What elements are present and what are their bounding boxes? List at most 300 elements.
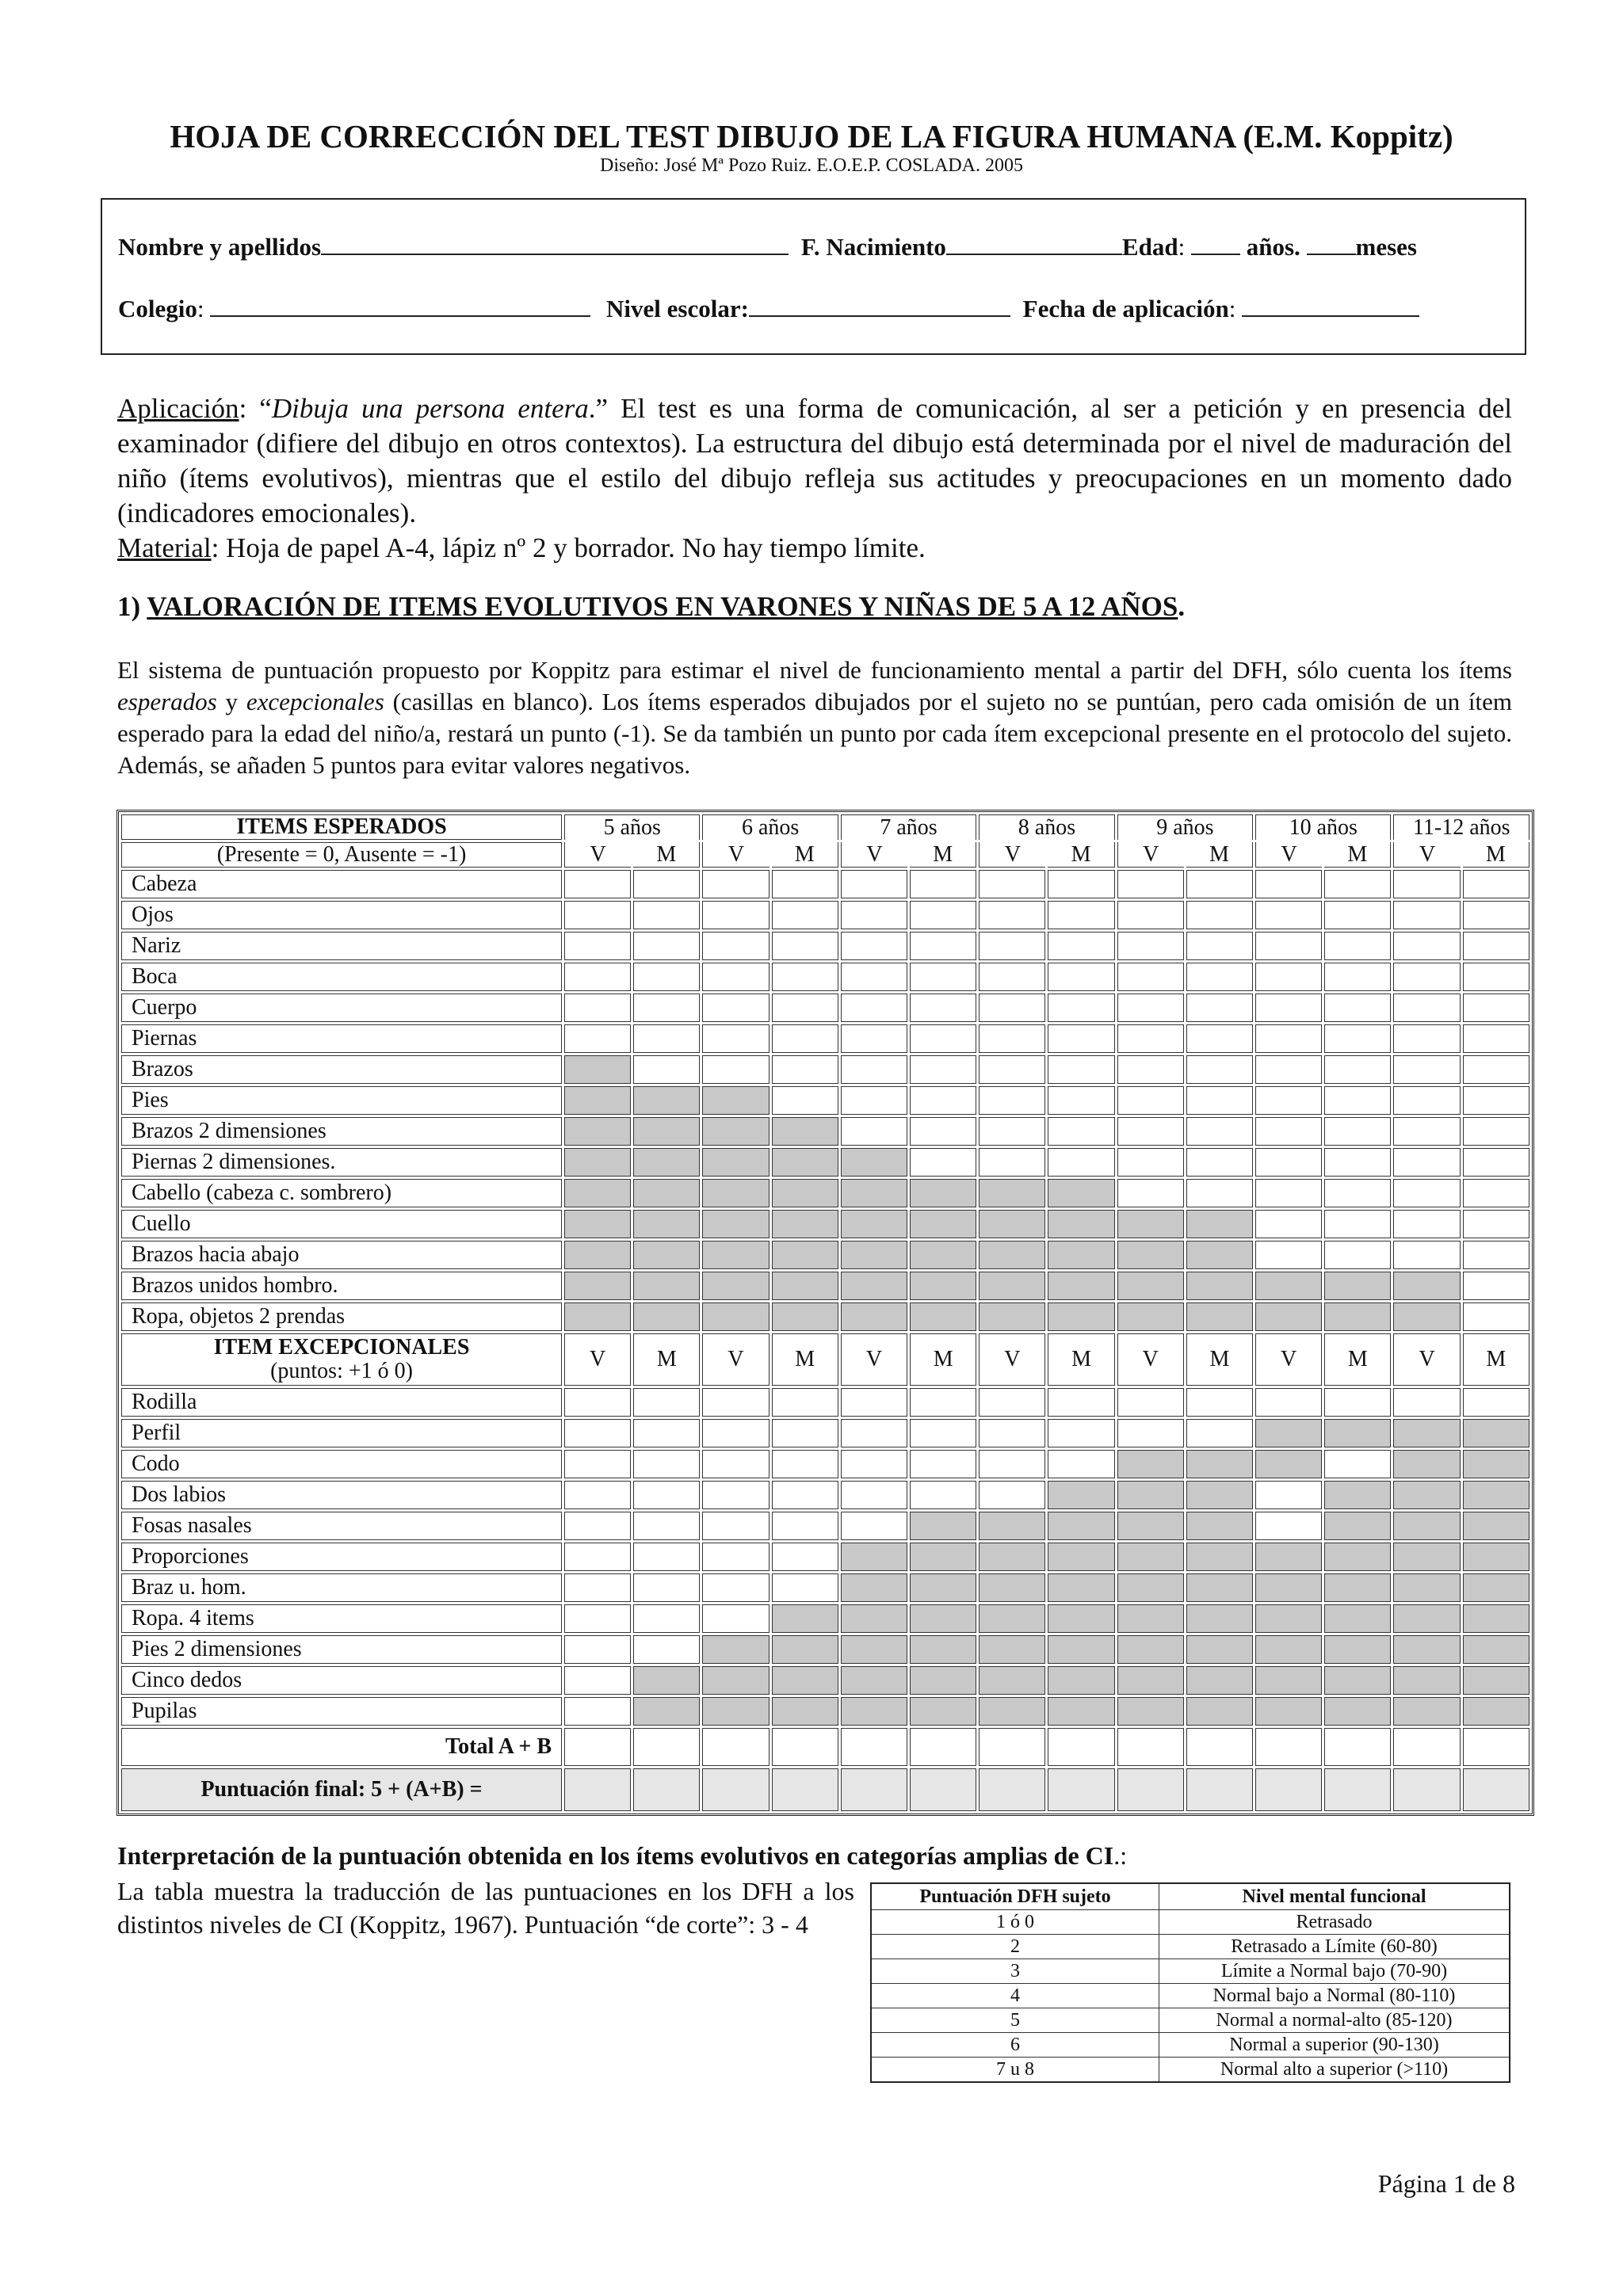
score-cell[interactable] xyxy=(1463,870,1529,898)
score-cell[interactable] xyxy=(841,1419,907,1447)
application-paragraph: Aplicación: “Dibuja una persona entera.” El test es una forma de comunicación, al ser a petición y en presencia del examinador (difiere del dibujo en otros contextos). La estructura del dibujo está determinada por el nivel de maduración del niño (ítems evolutivos), mientras que el estilo del dibujo refleja sus actitudes y preocupaciones en un momento dado (indicadores emocionales). Material: Hoja de papel A-4, lápiz nº 2 y borrador. No hay tiempo límite. xyxy=(117,393,1512,563)
score-cell[interactable] xyxy=(1255,1210,1322,1238)
score-cell[interactable] xyxy=(979,994,1045,1022)
score-cell[interactable] xyxy=(1463,1148,1529,1177)
score-cell[interactable] xyxy=(1463,1241,1529,1269)
score-cell[interactable] xyxy=(633,1419,700,1447)
application-text: El test es una forma de comunicación, al ser a petición y en presencia del examinador (difiere del dibujo en otros contextos). La estructura del dibujo está determinada por el nivel de maduración del niño (ítems evolutivos), mientras que el estilo del dibujo refleja sus actitudes y preocupaciones en un momento dado (indicadores emocionales). xyxy=(117,393,1512,528)
score-cell[interactable] xyxy=(772,963,838,991)
score-cell[interactable] xyxy=(702,1450,769,1478)
final-cell[interactable] xyxy=(1117,1768,1184,1811)
score-cell[interactable] xyxy=(979,1117,1045,1146)
score-cell[interactable] xyxy=(1393,1117,1460,1146)
score-cell[interactable] xyxy=(633,870,700,898)
score-cell[interactable] xyxy=(1255,1179,1322,1207)
score-cell[interactable] xyxy=(910,1419,976,1447)
score-cell[interactable] xyxy=(1324,901,1391,929)
score-cell[interactable] xyxy=(702,1388,769,1417)
score-cell[interactable] xyxy=(910,1117,976,1146)
score-cell[interactable] xyxy=(979,1148,1045,1177)
score-cell[interactable] xyxy=(841,1481,907,1509)
score-cell[interactable] xyxy=(772,1086,838,1115)
score-cell[interactable] xyxy=(702,1419,769,1447)
score-cell[interactable] xyxy=(1255,1481,1322,1509)
score-cell[interactable] xyxy=(1117,1024,1184,1053)
score-cell[interactable] xyxy=(1117,1148,1184,1177)
score-cell[interactable] xyxy=(979,901,1045,929)
final-cell[interactable] xyxy=(841,1768,907,1811)
expected-row xyxy=(121,901,1529,929)
score-cell xyxy=(1048,1241,1114,1269)
score-cell[interactable] xyxy=(633,1512,700,1540)
age-header: 8 años xyxy=(979,814,1114,840)
total-cell[interactable] xyxy=(1186,1728,1253,1766)
score-cell[interactable] xyxy=(1393,870,1460,898)
score-cell[interactable] xyxy=(772,1573,838,1602)
score-cell[interactable] xyxy=(1324,963,1391,991)
score-cell[interactable] xyxy=(841,1388,907,1417)
name-label: Nombre y apellidos xyxy=(118,233,322,261)
total-cell[interactable] xyxy=(1117,1728,1184,1766)
score-cell[interactable] xyxy=(910,1055,976,1084)
score-cell[interactable] xyxy=(772,901,838,929)
total-cell[interactable] xyxy=(1255,1728,1322,1766)
score-cell[interactable] xyxy=(1117,1117,1184,1146)
score-cell xyxy=(1186,1241,1253,1269)
score-cell[interactable] xyxy=(1048,1148,1114,1177)
score-cell[interactable] xyxy=(633,932,700,960)
score-cell xyxy=(1186,1604,1253,1633)
score-cell[interactable] xyxy=(702,1512,769,1540)
score-cell[interactable] xyxy=(1048,1117,1114,1146)
score-cell[interactable] xyxy=(979,1086,1045,1115)
score-cell[interactable] xyxy=(979,932,1045,960)
level-field[interactable] xyxy=(749,295,1010,317)
birth-field[interactable] xyxy=(946,233,1122,255)
score-cell[interactable] xyxy=(1117,1086,1184,1115)
score-cell[interactable] xyxy=(1186,1055,1253,1084)
score-cell[interactable] xyxy=(1255,1055,1322,1084)
score-cell[interactable] xyxy=(1393,1179,1460,1207)
score-cell[interactable] xyxy=(702,1481,769,1509)
score-cell[interactable] xyxy=(633,1604,700,1633)
score-cell[interactable] xyxy=(1393,1210,1460,1238)
score-cell[interactable] xyxy=(564,1024,631,1053)
score-cell xyxy=(633,1210,700,1238)
score-cell[interactable] xyxy=(702,870,769,898)
score-cell[interactable] xyxy=(910,994,976,1022)
score-cell[interactable] xyxy=(633,901,700,929)
score-cell[interactable] xyxy=(1255,963,1322,991)
final-cell[interactable] xyxy=(1186,1768,1253,1811)
score-cell[interactable] xyxy=(1463,901,1529,929)
score-cell[interactable] xyxy=(1463,1086,1529,1115)
total-cell[interactable] xyxy=(772,1728,838,1766)
score-cell[interactable] xyxy=(1463,1302,1529,1331)
score-cell[interactable] xyxy=(772,1055,838,1084)
score-cell[interactable] xyxy=(633,963,700,991)
score-cell[interactable] xyxy=(1186,932,1253,960)
score-cell[interactable] xyxy=(1048,994,1114,1022)
score-cell[interactable] xyxy=(633,1543,700,1571)
score-cell xyxy=(702,1179,769,1207)
expected-item-label: Ojos xyxy=(121,901,562,929)
score-cell[interactable] xyxy=(772,870,838,898)
total-cell[interactable] xyxy=(1324,1728,1391,1766)
score-cell[interactable] xyxy=(1186,1419,1253,1447)
sex-header: M xyxy=(1048,842,1114,868)
expected-row xyxy=(121,1272,1529,1300)
expected-row xyxy=(121,1055,1529,1084)
score-cell[interactable] xyxy=(564,1635,631,1664)
score-cell[interactable] xyxy=(1393,994,1460,1022)
score-cell[interactable] xyxy=(564,901,631,929)
score-cell[interactable] xyxy=(633,994,700,1022)
score-cell[interactable] xyxy=(564,1450,631,1478)
score-cell[interactable] xyxy=(979,1388,1045,1417)
score-cell xyxy=(702,1086,769,1115)
score-cell[interactable] xyxy=(841,932,907,960)
total-cell[interactable] xyxy=(979,1728,1045,1766)
score-cell[interactable] xyxy=(1186,994,1253,1022)
score-cell[interactable] xyxy=(702,1055,769,1084)
score-cell xyxy=(702,1272,769,1300)
score-cell[interactable] xyxy=(1048,1024,1114,1053)
score-cell[interactable] xyxy=(1393,1086,1460,1115)
score-cell[interactable] xyxy=(564,932,631,960)
score-cell[interactable] xyxy=(564,1573,631,1602)
score-cell[interactable] xyxy=(1324,1117,1391,1146)
grid-subheader-row xyxy=(121,842,1529,868)
score-cell[interactable] xyxy=(1186,1024,1253,1053)
score-cell[interactable] xyxy=(702,1604,769,1633)
sex-header: M xyxy=(633,842,700,868)
total-cell[interactable] xyxy=(702,1728,769,1766)
score-cell xyxy=(1117,1543,1184,1571)
score-cell[interactable] xyxy=(1324,1241,1391,1269)
score-cell[interactable] xyxy=(1117,963,1184,991)
score-cell[interactable] xyxy=(1393,1055,1460,1084)
expected-row xyxy=(121,1086,1529,1115)
page-title: HOJA DE CORRECCIÓN DEL TEST DIBUJO DE LA FIGURA HUMANA (E.M. Koppitz) xyxy=(170,118,1453,154)
score-cell[interactable] xyxy=(564,994,631,1022)
score-cell[interactable] xyxy=(841,870,907,898)
score-cell[interactable] xyxy=(772,1024,838,1053)
score-cell[interactable] xyxy=(1324,1210,1391,1238)
score-cell[interactable] xyxy=(1117,1055,1184,1084)
score-cell[interactable] xyxy=(910,1388,976,1417)
age-years-field[interactable] xyxy=(1191,233,1240,255)
score-cell[interactable] xyxy=(1186,963,1253,991)
sex-header: V xyxy=(1255,842,1322,868)
score-cell[interactable] xyxy=(1324,994,1391,1022)
score-cell[interactable] xyxy=(1186,1117,1253,1146)
score-cell[interactable] xyxy=(841,1450,907,1478)
score-cell[interactable] xyxy=(772,1388,838,1417)
score-cell xyxy=(1393,1302,1460,1331)
score-cell[interactable] xyxy=(1186,1388,1253,1417)
score-cell[interactable] xyxy=(1255,994,1322,1022)
section-1-heading xyxy=(117,591,1185,623)
score-cell[interactable] xyxy=(1117,1388,1184,1417)
score-cell[interactable] xyxy=(1463,932,1529,960)
score-cell xyxy=(1463,1543,1529,1571)
score-cell[interactable] xyxy=(979,1419,1045,1447)
score-cell[interactable] xyxy=(1048,1388,1114,1417)
final-cell[interactable] xyxy=(564,1768,631,1811)
score-cell[interactable] xyxy=(1186,1179,1253,1207)
score-cell[interactable] xyxy=(841,1086,907,1115)
age-months-field[interactable] xyxy=(1307,233,1356,255)
school-field[interactable] xyxy=(210,295,590,317)
score-cell[interactable] xyxy=(564,1697,631,1726)
score-cell[interactable] xyxy=(841,994,907,1022)
score-cell xyxy=(1117,1210,1184,1238)
iq-row xyxy=(871,1984,1510,2008)
score-cell[interactable] xyxy=(1393,1388,1460,1417)
score-cell[interactable] xyxy=(1117,870,1184,898)
score-cell[interactable] xyxy=(633,1055,700,1084)
score-cell[interactable] xyxy=(1324,1148,1391,1177)
score-cell[interactable] xyxy=(841,1512,907,1540)
score-cell xyxy=(1048,1604,1114,1633)
score-cell xyxy=(1117,1666,1184,1695)
score-cell[interactable] xyxy=(1393,1024,1460,1053)
score-cell[interactable] xyxy=(841,1024,907,1053)
score-cell[interactable] xyxy=(772,1481,838,1509)
score-cell[interactable] xyxy=(910,870,976,898)
score-cell[interactable] xyxy=(564,1481,631,1509)
score-cell xyxy=(633,1241,700,1269)
score-cell[interactable] xyxy=(979,1481,1045,1509)
date-field[interactable] xyxy=(1242,295,1419,317)
score-cell[interactable] xyxy=(1463,994,1529,1022)
expected-row xyxy=(121,994,1529,1022)
score-cell[interactable] xyxy=(1393,1241,1460,1269)
score-cell[interactable] xyxy=(633,1450,700,1478)
score-cell[interactable] xyxy=(1463,1388,1529,1417)
score-cell[interactable] xyxy=(910,1024,976,1053)
score-cell[interactable] xyxy=(910,1086,976,1115)
identification-box xyxy=(101,198,1526,355)
score-cell[interactable] xyxy=(841,1055,907,1084)
final-cell[interactable] xyxy=(772,1768,838,1811)
score-cell[interactable] xyxy=(1324,932,1391,960)
score-cell[interactable] xyxy=(1393,1148,1460,1177)
score-cell[interactable] xyxy=(772,994,838,1022)
score-cell[interactable] xyxy=(1324,1450,1391,1478)
score-cell[interactable] xyxy=(564,1666,631,1695)
sex-header: M xyxy=(1048,1333,1114,1386)
score-cell[interactable] xyxy=(1324,1086,1391,1115)
score-cell[interactable] xyxy=(910,963,976,991)
score-cell[interactable] xyxy=(1324,1024,1391,1053)
score-cell[interactable] xyxy=(633,1024,700,1053)
score-cell[interactable] xyxy=(1048,1450,1114,1478)
score-cell[interactable] xyxy=(910,1148,976,1177)
score-cell[interactable] xyxy=(702,1573,769,1602)
score-cell[interactable] xyxy=(564,1512,631,1540)
score-cell[interactable] xyxy=(702,901,769,929)
score-cell[interactable] xyxy=(1324,1179,1391,1207)
score-cell[interactable] xyxy=(1324,870,1391,898)
final-cell[interactable] xyxy=(1048,1768,1114,1811)
score-cell xyxy=(1463,1604,1529,1633)
final-cell[interactable] xyxy=(1393,1768,1460,1811)
score-cell[interactable] xyxy=(979,870,1045,898)
score-cell xyxy=(1463,1481,1529,1509)
score-cell xyxy=(702,1635,769,1664)
total-cell[interactable] xyxy=(633,1728,700,1766)
total-cell[interactable] xyxy=(910,1728,976,1766)
score-cell[interactable] xyxy=(1048,1086,1114,1115)
score-cell xyxy=(979,1241,1045,1269)
total-cell[interactable] xyxy=(1048,1728,1114,1766)
score-cell[interactable] xyxy=(1186,901,1253,929)
score-cell xyxy=(1463,1450,1529,1478)
score-cell[interactable] xyxy=(702,1024,769,1053)
score-cell[interactable] xyxy=(772,1419,838,1447)
score-cell[interactable] xyxy=(1255,1148,1322,1177)
score-cell[interactable] xyxy=(1255,1388,1322,1417)
score-cell[interactable] xyxy=(910,1450,976,1478)
score-cell[interactable] xyxy=(702,994,769,1022)
score-cell[interactable] xyxy=(633,1481,700,1509)
score-cell[interactable] xyxy=(1463,1024,1529,1053)
score-cell[interactable] xyxy=(702,963,769,991)
score-cell[interactable] xyxy=(1117,994,1184,1022)
score-cell[interactable] xyxy=(1255,1024,1322,1053)
score-cell[interactable] xyxy=(1186,1086,1253,1115)
score-cell[interactable] xyxy=(1393,963,1460,991)
score-cell[interactable] xyxy=(1393,901,1460,929)
score-cell xyxy=(564,1272,631,1300)
score-cell[interactable] xyxy=(1255,1086,1322,1115)
score-cell[interactable] xyxy=(772,932,838,960)
exceptional-row xyxy=(121,1666,1529,1695)
score-cell[interactable] xyxy=(633,1635,700,1664)
score-cell[interactable] xyxy=(1117,1419,1184,1447)
score-cell[interactable] xyxy=(979,1055,1045,1084)
score-cell[interactable] xyxy=(1048,1055,1114,1084)
score-cell[interactable] xyxy=(772,1543,838,1571)
score-cell[interactable] xyxy=(1463,1179,1529,1207)
age-label: Edad xyxy=(1121,233,1178,261)
score-cell[interactable] xyxy=(702,1543,769,1571)
score-cell[interactable] xyxy=(979,1450,1045,1478)
score-cell[interactable] xyxy=(1324,1055,1391,1084)
final-cell[interactable] xyxy=(1324,1768,1391,1811)
score-cell[interactable] xyxy=(1255,1512,1322,1540)
total-cell[interactable] xyxy=(564,1728,631,1766)
score-cell[interactable] xyxy=(564,870,631,898)
score-cell[interactable] xyxy=(1324,1388,1391,1417)
name-field[interactable] xyxy=(321,233,789,255)
iq-row xyxy=(871,1959,1510,1984)
score-cell xyxy=(1255,1272,1322,1300)
sex-header: V xyxy=(979,1333,1045,1386)
scoring-em-exceptional: excepcionales xyxy=(246,688,384,715)
total-cell[interactable] xyxy=(1463,1728,1529,1766)
score-cell[interactable] xyxy=(1048,932,1114,960)
exceptional-item-label: Perfil xyxy=(121,1419,562,1447)
score-cell xyxy=(564,1210,631,1238)
expected-item-label: Pies xyxy=(121,1086,562,1115)
final-cell[interactable] xyxy=(1255,1768,1322,1811)
score-cell[interactable] xyxy=(1186,1148,1253,1177)
score-cell[interactable] xyxy=(841,1117,907,1146)
score-cell[interactable] xyxy=(1048,901,1114,929)
score-cell xyxy=(772,1635,838,1664)
score-cell[interactable] xyxy=(1048,870,1114,898)
expected-subheader: (Presente = 0, Ausente = -1) xyxy=(121,842,562,868)
score-cell[interactable] xyxy=(564,1419,631,1447)
score-cell[interactable] xyxy=(910,901,976,929)
score-cell[interactable] xyxy=(841,901,907,929)
score-cell[interactable] xyxy=(633,1573,700,1602)
score-cell[interactable] xyxy=(1117,1179,1184,1207)
total-cell[interactable] xyxy=(841,1728,907,1766)
final-cell[interactable] xyxy=(910,1768,976,1811)
score-cell[interactable] xyxy=(910,1481,976,1509)
score-cell[interactable] xyxy=(1463,1117,1529,1146)
score-cell[interactable] xyxy=(1117,901,1184,929)
final-cell[interactable] xyxy=(1463,1768,1529,1811)
score-cell[interactable] xyxy=(564,963,631,991)
sex-header: V xyxy=(1117,842,1184,868)
score-cell[interactable] xyxy=(1255,1117,1322,1146)
score-cell[interactable] xyxy=(1255,870,1322,898)
score-cell[interactable] xyxy=(1393,932,1460,960)
score-cell[interactable] xyxy=(702,932,769,960)
exceptional-header-title: ITEM EXCEPCIONALES xyxy=(213,1335,470,1360)
score-cell[interactable] xyxy=(1117,932,1184,960)
score-cell xyxy=(564,1302,631,1331)
score-cell xyxy=(1048,1635,1114,1664)
score-cell[interactable] xyxy=(910,932,976,960)
score-cell xyxy=(979,1604,1045,1633)
score-cell[interactable] xyxy=(1255,901,1322,929)
sex-header: M xyxy=(772,1333,838,1386)
score-cell[interactable] xyxy=(979,1024,1045,1053)
score-cell xyxy=(772,1697,838,1726)
score-cell xyxy=(1186,1450,1253,1478)
score-cell[interactable] xyxy=(1463,1210,1529,1238)
final-cell[interactable] xyxy=(979,1768,1045,1811)
score-cell[interactable] xyxy=(1463,963,1529,991)
score-cell[interactable] xyxy=(564,1604,631,1633)
score-cell[interactable] xyxy=(772,1512,838,1540)
score-cell[interactable] xyxy=(1255,932,1322,960)
score-cell[interactable] xyxy=(1048,1419,1114,1447)
score-cell[interactable] xyxy=(1255,1241,1322,1269)
score-cell[interactable] xyxy=(1048,963,1114,991)
score-cell[interactable] xyxy=(564,1388,631,1417)
score-cell[interactable] xyxy=(979,963,1045,991)
total-cell[interactable] xyxy=(1393,1728,1460,1766)
score-cell[interactable] xyxy=(633,1388,700,1417)
final-cell[interactable] xyxy=(633,1768,700,1811)
score-cell[interactable] xyxy=(841,963,907,991)
score-cell[interactable] xyxy=(772,1450,838,1478)
expected-item-label: Brazos hacia abajo xyxy=(121,1241,562,1269)
exceptional-row xyxy=(121,1697,1529,1726)
score-cell[interactable] xyxy=(1463,1272,1529,1300)
score-cell[interactable] xyxy=(1186,870,1253,898)
final-cell[interactable] xyxy=(702,1768,769,1811)
score-cell[interactable] xyxy=(1463,1055,1529,1084)
score-cell[interactable] xyxy=(564,1543,631,1571)
